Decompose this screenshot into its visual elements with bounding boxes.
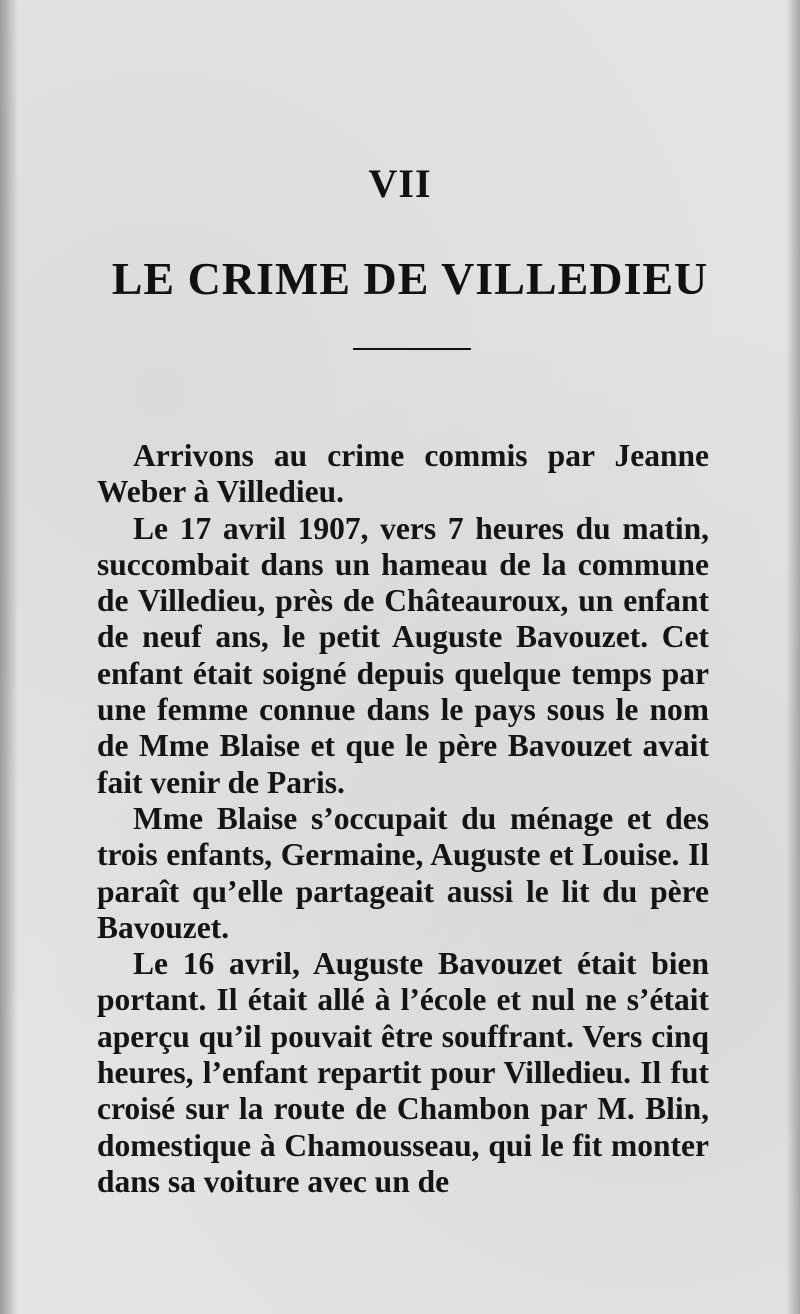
chapter-title: LE CRIME DE VILLEDIEU [111, 253, 709, 304]
paragraph: Le 16 avril, Auguste Bavouzet était bien portant. Il était allé à l’école et nul ne s’était aperçu qu’il pouvait être souffrant. Vers cinq heures, l’enfant repartit pour Villedieu. Il fut croisé sur la route de Chambon par M. Blin, domestique à Chamousseau, qui le fit monter dans sa voiture avec un de [97, 946, 709, 1199]
paragraph: Le 17 avril 1907, vers 7 heures du matin, succombait dans un hameau de la commune de Villedieu, près de Châteauroux, un enfant de neuf ans, le petit Auguste Bavouzet. Cet enfant était soigné depuis quelque temps par une femme connue dans le pays sous le nom de Mme Blaise et que le père Bavouzet avait fait venir de Paris. [97, 510, 709, 800]
title-divider [353, 348, 471, 350]
paragraph: Arrivons au crime commis par Jeanne Weber à Villedieu. [97, 438, 709, 510]
paragraph: Mme Blaise s’occupait du ménage et des trois enfants, Germaine, Auguste et Louise. Il paraît qu’elle partageait aussi le lit du père Bavouzet. [97, 800, 709, 945]
chapter-body [97, 438, 709, 1200]
chapter-number: VII [368, 161, 432, 206]
